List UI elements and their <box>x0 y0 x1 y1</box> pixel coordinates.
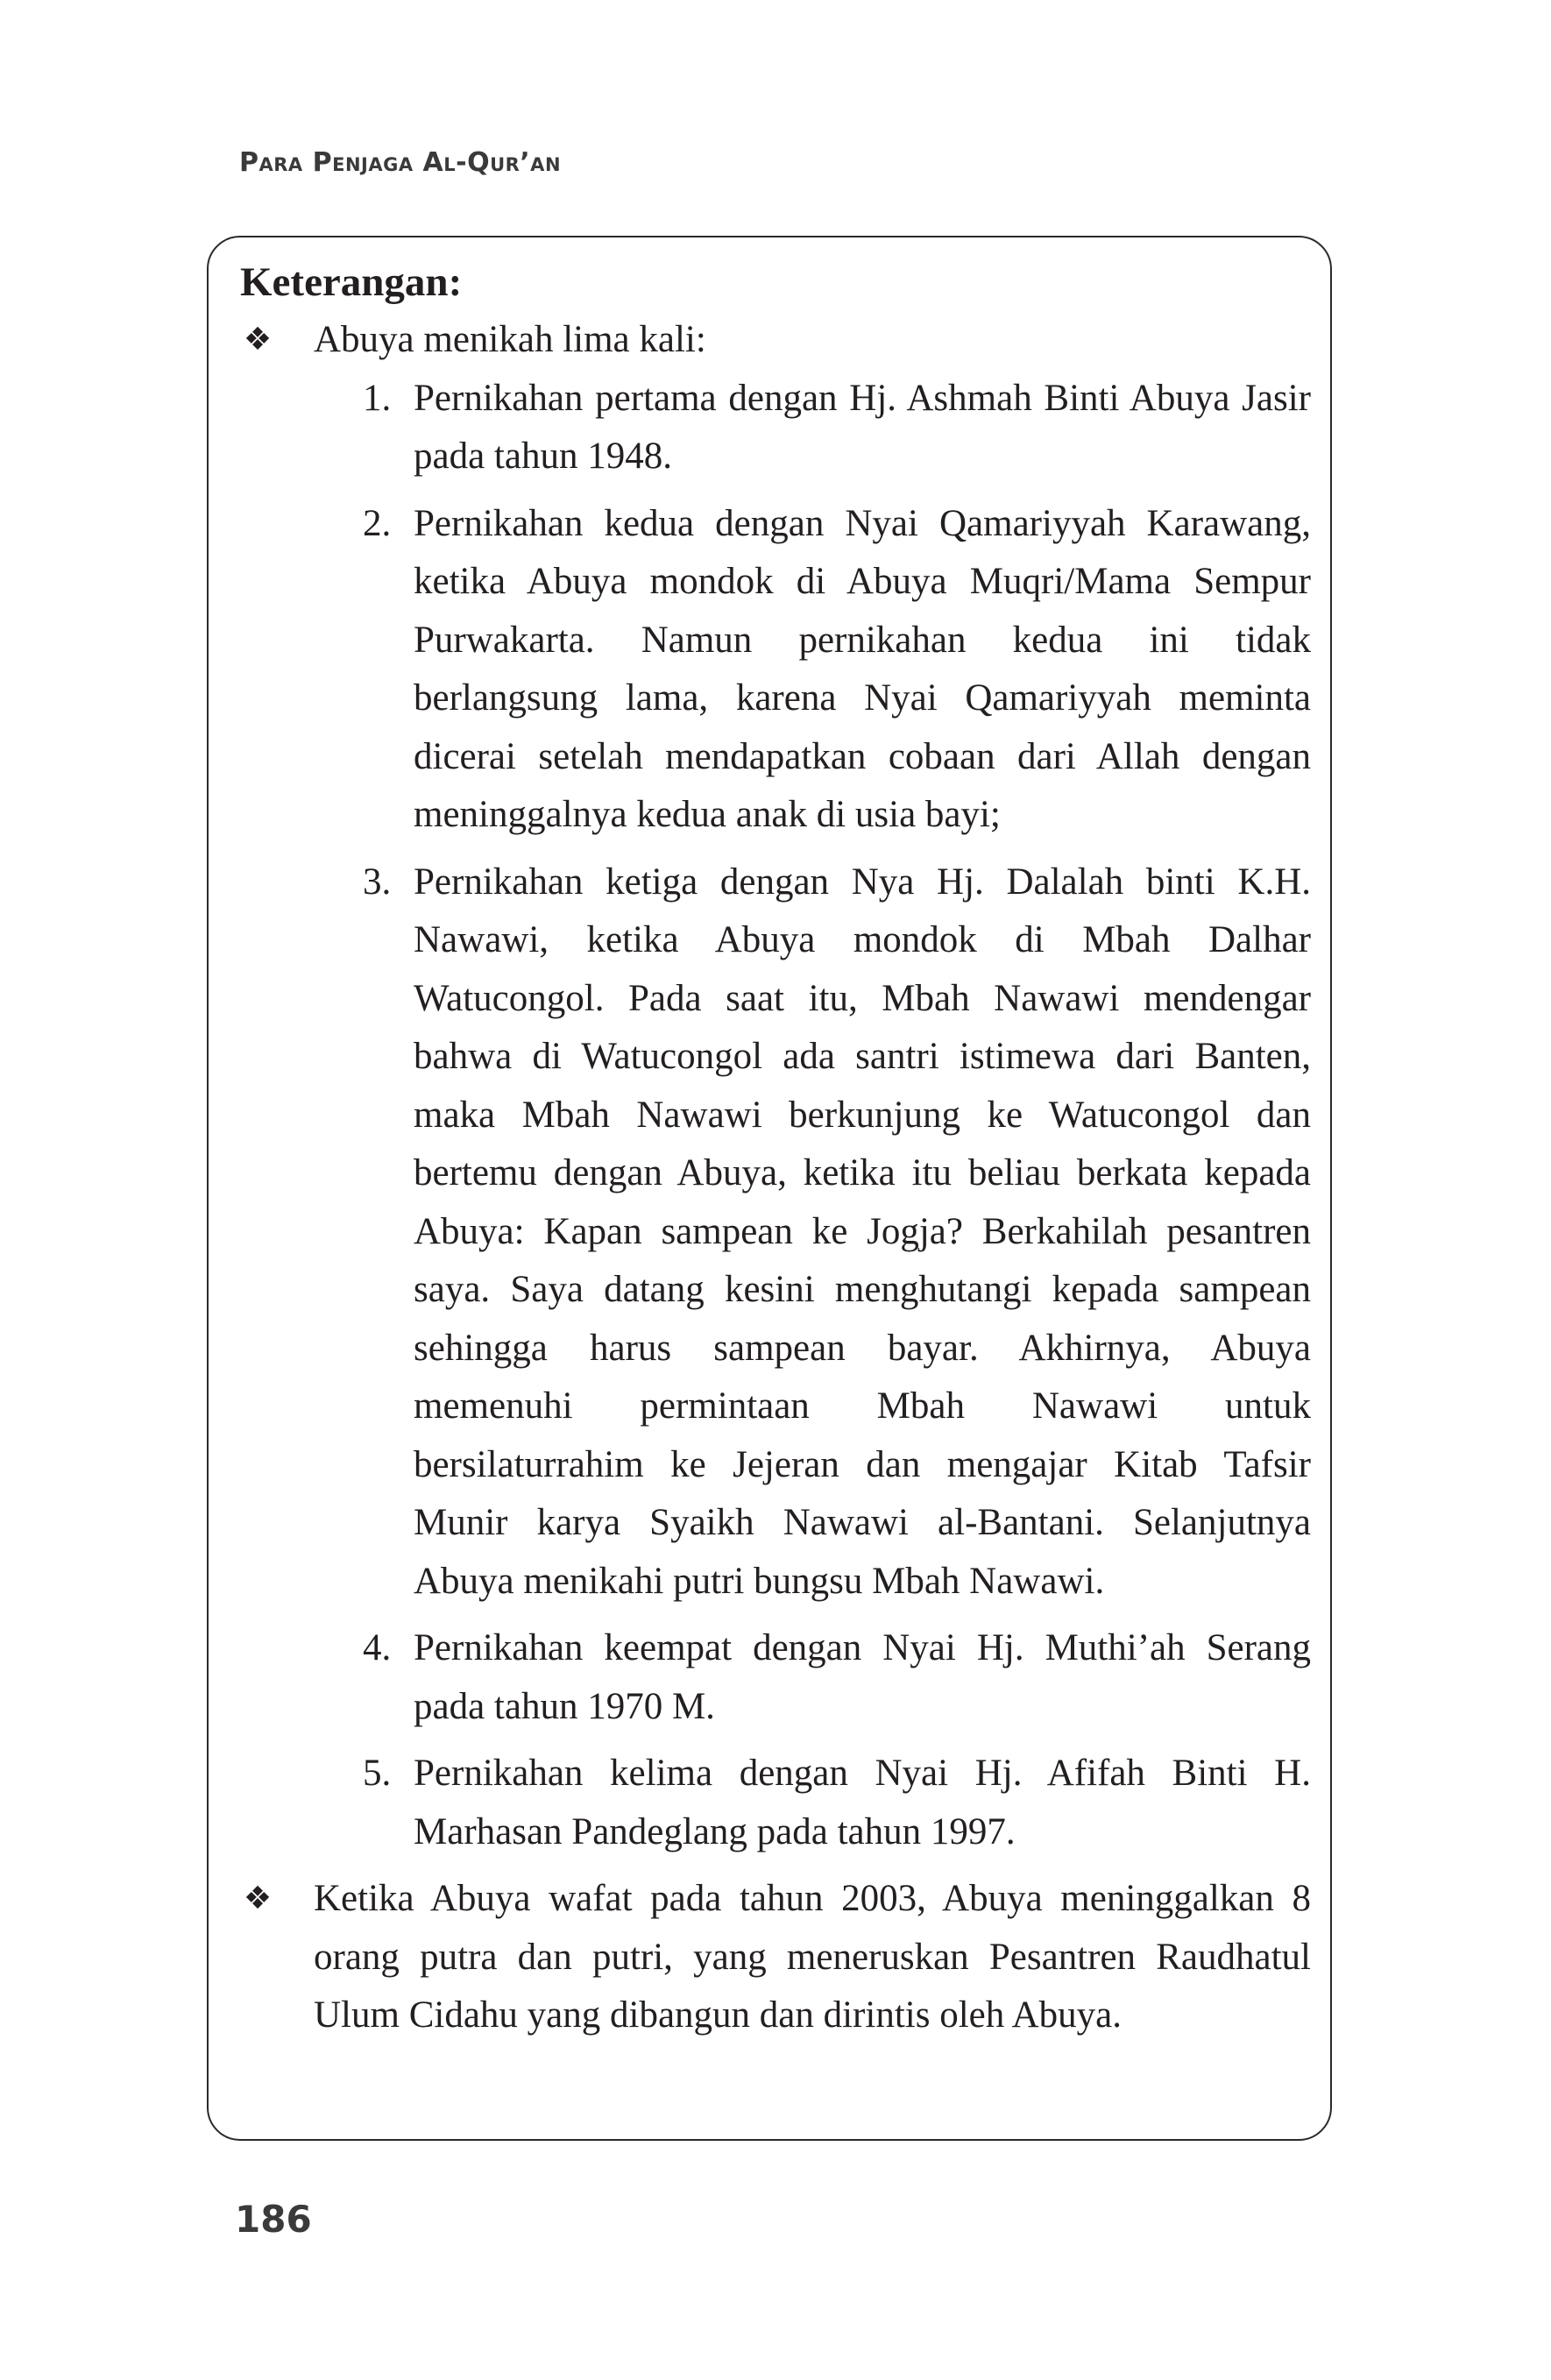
list-item-number: 5. <box>363 1753 392 1794</box>
page-number: 186 <box>235 2198 312 2241</box>
diamond-bullet-icon: ❖ <box>243 1881 273 1916</box>
bullet-legacy-text: Ketika Abuya wafat pada tahun 2003, Abuya meninggalkan 8 orang putra dan putri, yang meneruskan Pesantren Raudhatul Ulum Cidahu yang dibangun dan dirintis oleh Abuya. <box>314 1878 1311 2036</box>
running-header: Para Penjaga Al-Qur’an <box>239 147 562 178</box>
bullet-legacy <box>240 1870 1311 2045</box>
list-item <box>363 854 1311 1611</box>
list-item-text: Pernikahan kedua dengan Nyai Qamariyyah Karawang, ketika Abuya mondok di Abuya Muqri/Mama Sempur Purwakarta. Namun pernikahan kedua ini tidak berlangsung lama, karena Nyai Qamariyyah meminta dicerai setelah mendapatkan cobaan dari Allah dengan meninggalnya kedua anak di usia bayi; <box>414 502 1311 835</box>
diamond-bullet-icon: ❖ <box>243 322 273 358</box>
marriage-list <box>363 370 1311 1862</box>
list-item-number: 3. <box>363 861 392 903</box>
keterangan-heading: Keterangan: <box>240 259 463 305</box>
list-item <box>363 370 1311 486</box>
list-item <box>363 1619 1311 1736</box>
list-item-number: 4. <box>363 1627 392 1668</box>
bullet-marriages <box>240 311 1311 370</box>
list-item-text: Pernikahan kelima dengan Nyai Hj. Afifah Binti H. Marhasan Pandeglang pada tahun 1997. <box>414 1753 1311 1852</box>
list-item-text: Pernikahan pertama dengan Hj. Ashmah Binti Abuya Jasir pada tahun 1948. <box>414 377 1311 477</box>
keterangan-box <box>207 236 1332 2141</box>
list-item-text: Pernikahan ketiga dengan Nya Hj. Dalalah binti K.H. Nawawi, ketika Abuya mondok di Mbah Dalhar Watucongol. Pada saat itu, Mbah Nawawi mendengar bahwa di Watucongol ada santri istimewa dari Banten, maka Mbah Nawawi berkunjung ke Watucongol dan bertemu dengan Abuya, ketika itu beliau berkata kepada Abuya: Kapan sampean ke Jogja? Berkahilah pesantren saya. Saya datang kesini menghutangi kepada sampean sehingga harus sampean bayar. Akhirnya, Abuya memenuhi permintaan Mbah Nawawi untuk bersilaturrahim ke Jejeran dan mengajar Kitab Tafsir Munir karya Syaikh Nawawi al-Bantani. Selanjutnya Abuya menikahi putri bungsu Mbah Nawawi. <box>414 861 1311 1602</box>
list-item <box>363 495 1311 845</box>
list-item-number: 1. <box>363 377 392 419</box>
keterangan-content <box>240 253 1311 2045</box>
list-item-number: 2. <box>363 502 392 544</box>
bullet-marriages-text: Abuya menikah lima kali: <box>314 319 706 360</box>
list-item-text: Pernikahan keempat dengan Nyai Hj. Muthi’ah Serang pada tahun 1970 M. <box>414 1627 1311 1727</box>
list-item <box>363 1745 1311 1861</box>
